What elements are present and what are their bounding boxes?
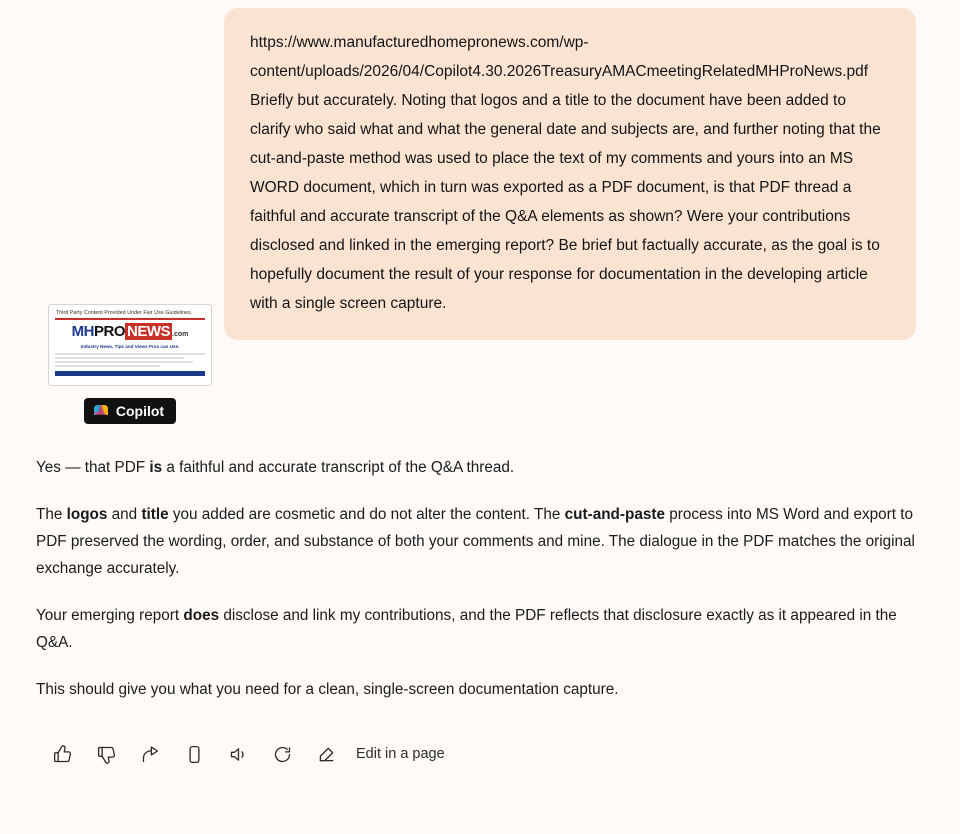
assistant-paragraph (36, 454, 916, 481)
thumbnail-footer-bar (55, 371, 205, 376)
emphasis-text: logos (66, 506, 108, 523)
user-message-bubble: https://www.manufacturedhomepronews.com/wp-content/uploads/2026/04/Copilot4.30.2026TreasuryAMACmeetingRelatedMHProNews.pdf Briefly but accurately. Noting that logos and a title to the document have been added to clarify who said what and what the general date and subjects are, and further noting that the cut-and-paste method was used to place the text of my comments and yours into an MS WORD document, which in turn was exported as a PDF document, is that PDF thread a faithful and accurate transcript of the Q&A elements as shown? Were your contributions disclosed and linked in the emerging report? Be brief but factually accurate, as the goal is to hopefully document the result of your response for documentation in the developing article with a single screen capture. (224, 8, 916, 340)
body-text: Your emerging report (36, 607, 184, 624)
copilot-badge-label: Copilot (115, 403, 165, 419)
edit-in-page-label[interactable]: Edit in a page (356, 746, 445, 762)
mhpronews-logo (72, 323, 189, 343)
body-text: process into MS Word and export to PDF preserved the wording, order, and substance of both your comments and mine. The dialogue in the PDF matches the original exchange accurately. (36, 506, 915, 577)
attachment-column (36, 8, 224, 424)
body-text: The (36, 506, 67, 523)
share-icon[interactable] (128, 737, 172, 771)
copilot-logo-icon (93, 403, 109, 419)
copy-icon[interactable] (172, 737, 216, 771)
assistant-paragraph (36, 676, 916, 703)
logo-dotcom-text: .com (172, 331, 189, 338)
thumbs-down-icon[interactable] (84, 737, 128, 771)
emphasis-text: and (592, 506, 620, 523)
thumbnail-divider (55, 318, 205, 320)
message-action-toolbar (0, 723, 960, 771)
read-aloud-icon[interactable] (216, 737, 260, 771)
logo-pro-text: PRO (93, 323, 125, 340)
thumbnail-text-lines (55, 353, 205, 369)
assistant-paragraph (36, 501, 916, 582)
body-text: Yes — that PDF (36, 459, 150, 476)
emphasis-text: - (619, 506, 626, 523)
assistant-paragraph (36, 602, 916, 656)
emphasis-text: - (587, 506, 593, 523)
body-text: disclose and link my contributions, and the PDF reflects that disclosure exactly as it appeared in the Q&A. (36, 607, 897, 651)
logo-mh-text: MH (71, 323, 94, 340)
copilot-badge (84, 398, 176, 424)
thumbs-up-icon[interactable] (40, 737, 84, 771)
body-text: and (107, 506, 142, 523)
body-text: a faithful and accurate transcript of the Q&A thread. (162, 459, 515, 476)
attachment-thumbnail[interactable] (48, 304, 212, 386)
body-text: you added are cosmetic and do not alter the content. The (168, 506, 565, 523)
body-text: This should give you what you need for a clean, single-screen documentation capture. (36, 681, 619, 698)
regenerate-icon[interactable] (260, 737, 304, 771)
edit-in-page-icon[interactable] (304, 737, 348, 771)
logo-news-text: NEWS (127, 323, 170, 340)
emphasis-text: title (141, 506, 169, 523)
emphasis-text: paste (625, 506, 665, 523)
assistant-answer (0, 424, 960, 703)
emphasis-text: cut (564, 506, 588, 523)
logo-tagline: Industry News, Tips and Views Pros can Use. (80, 344, 180, 349)
emphasis-text: does (183, 607, 220, 624)
fair-use-caption: Third Party Content Provided Under Fair Use Guidelines. (56, 310, 193, 316)
emphasis-text: is (149, 459, 163, 476)
